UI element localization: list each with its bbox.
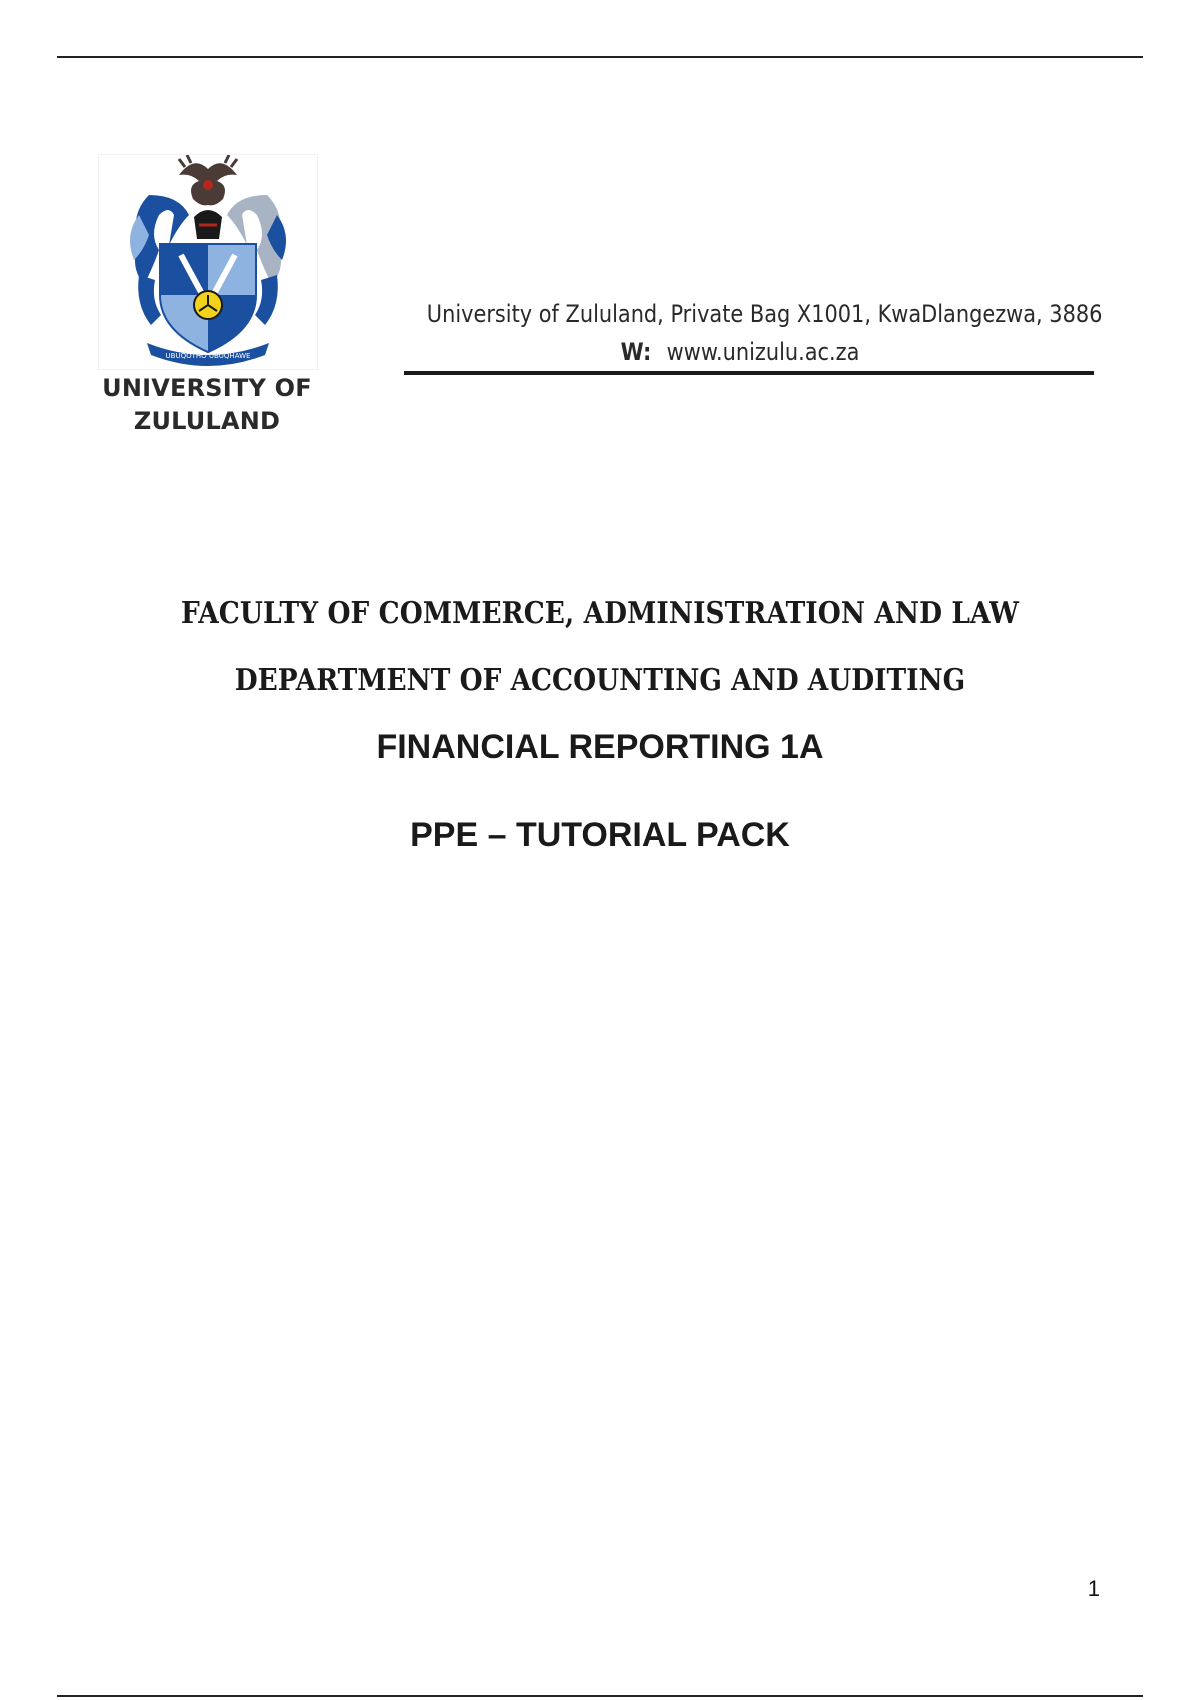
letterhead-rule xyxy=(404,371,1094,375)
university-name-line-2: ZULULAND xyxy=(133,407,281,435)
postal-address: University of Zululand, Private Bag X1001, KwaDlangezwa, 3886 xyxy=(426,300,1103,328)
university-name xyxy=(98,372,316,438)
department-title: DEPARTMENT OF ACCOUNTING AND AUDITING xyxy=(234,663,966,698)
website-label: W: xyxy=(620,338,652,366)
university-crest-logo xyxy=(98,154,318,370)
top-page-rule xyxy=(57,56,1143,58)
university-name-line-1: UNIVERSITY OF xyxy=(102,374,312,402)
page-number: 1 xyxy=(1087,1576,1100,1601)
course-title: FINANCIAL REPORTING 1A xyxy=(376,728,824,766)
bottom-page-rule xyxy=(57,1695,1143,1697)
eagle-icon xyxy=(179,155,237,205)
faculty-title: FACULTY OF COMMERCE, ADMINISTRATION AND LAW xyxy=(180,596,1020,631)
website-line xyxy=(427,338,1053,366)
website-url: www.unizulu.ac.za xyxy=(666,338,860,366)
tutorial-pack-title: PPE – TUTORIAL PACK xyxy=(410,816,790,854)
svg-text:UBUQOTHO UBUQHAWE: UBUQOTHO UBUQHAWE xyxy=(165,352,251,360)
